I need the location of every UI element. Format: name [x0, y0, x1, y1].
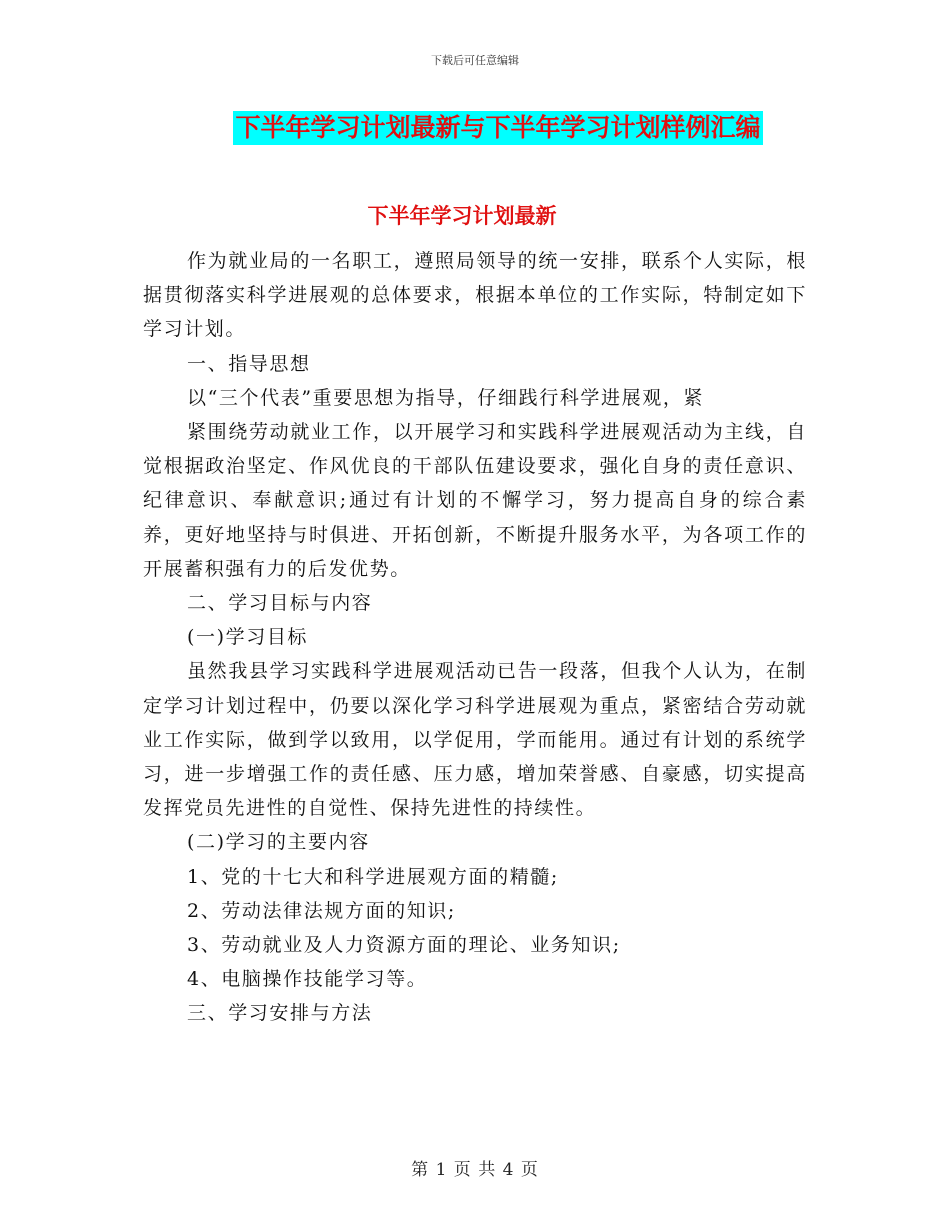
subheading-main-content: (二)学习的主要内容 [187, 831, 370, 854]
subheading-learning-goals: (一)学习目标 [187, 626, 309, 649]
document-body [143, 244, 807, 1031]
heading-goals-content: 二、学习目标与内容 [187, 592, 373, 615]
paragraph-intro: 作为就业局的一名职工，遵照局领导的统一安排，联系个人实际，根据贯彻落实科学进展观的总体要求，根据本单位的工作实际，特制定如下学习计划。 [143, 250, 807, 341]
document-title-container [0, 111, 950, 145]
section-title: 下半年学习计划最新 [367, 204, 557, 228]
heading-arrangement-methods: 三、学习安排与方法 [187, 1002, 373, 1025]
list-item-4: 4、电脑操作技能学习等。 [187, 968, 428, 991]
heading-guiding-thought: 一、指导思想 [187, 352, 311, 375]
page-number-footer: 第 1 页 共 4 页 [411, 1160, 539, 1180]
paragraph-learning-goals: 虽然我县学习实践科学进展观活动已告一段落，但我个人认为，在制定学习计划过程中，仍要以深化学习科学进展观为重点，紧密结合劳动就业工作实际，做到学以致用，以学促用，学而能用。通过有计划的系统学习，进一步增强工作的责任感、压力感，增加荣誉感、自豪感，切实提高发挥党员先进性的自觉性、保持先进性的持续性。 [143, 660, 807, 820]
list-item-2: 2、劳动法律法规方面的知识; [187, 899, 456, 922]
page-header-note: 下载后可任意编辑 [431, 54, 519, 67]
paragraph-guiding-thought-line: 以“三个代表”重要思想为指导，仔细践行科学进展观，紧 [187, 386, 705, 409]
list-item-1: 1、党的十七大和科学进展观方面的精髓; [187, 865, 559, 888]
document-title: 下半年学习计划最新与下半年学习计划样例汇编 [233, 111, 762, 145]
paragraph-guiding-thought-body: 紧围绕劳动就业工作，以开展学习和实践科学进展观活动为主线，自觉根据政治坚定、作风优良的干部队伍建设要求，强化自身的责任意识、纪律意识、奉献意识;通过有计划的不懈学习，努力提高自身的综合素养，更好地坚持与时俱进、开拓创新，不断提升服务水平，为各项工作的开展蓄积强有力的后发优势。 [143, 421, 807, 580]
list-item-3: 3、劳动就业及人力资源方面的理论、业务知识; [187, 934, 621, 957]
